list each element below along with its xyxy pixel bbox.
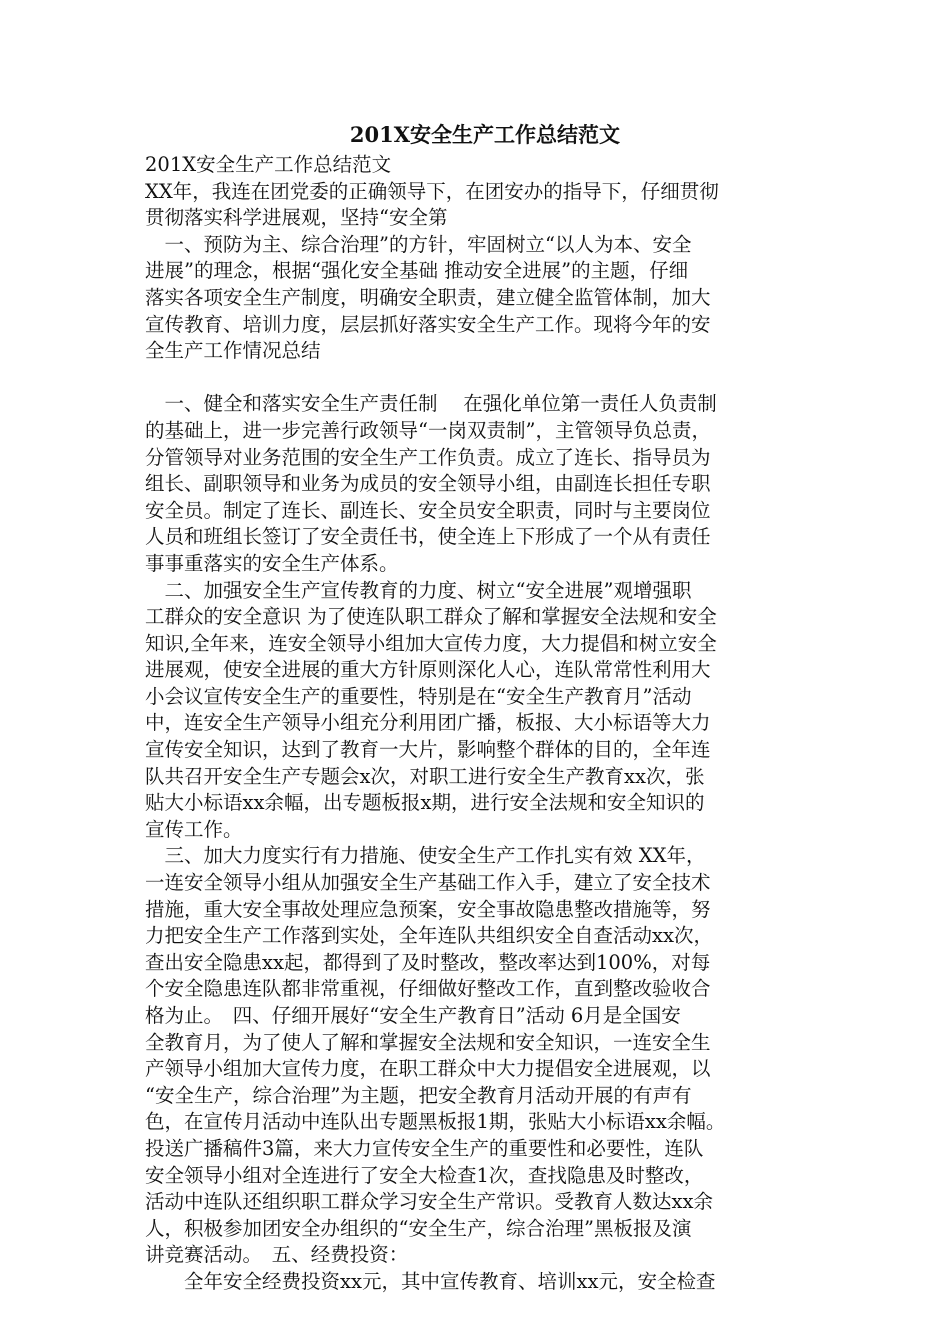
text-line: 知识,全年来，连安全领导小组加大宣传力度，大力提倡和树立安全 — [145, 631, 717, 655]
text-line: 落实各项安全生产制度，明确安全职责，建立健全监管体制，加大 — [145, 285, 711, 309]
text-line: 宣传工作。 — [145, 817, 243, 841]
text-line: 全生产工作情况总结 — [145, 339, 321, 363]
blank-line — [145, 365, 805, 392]
text-line: 一、预防为主、综合治理”的方针，牢固树立“以人为本、安全 — [145, 232, 692, 256]
text-line: 组长、副职领导和业务为成员的安全领导小组，由副连长担任专职 — [145, 472, 711, 496]
text-line: 宣传教育、培训力度，层层抓好落实安全生产工作。现将今年的安 — [145, 312, 711, 336]
text-line: XX年，我连在团党委的正确领导下，在团安办的指导下，仔细贯彻 — [145, 179, 719, 203]
text-line: 进展观，使安全进展的重大方针原则深化人心，连队常常性利用大 — [145, 658, 711, 682]
text-line: 讲竞赛活动。 五、经费投资： — [145, 1243, 409, 1267]
text-line: 小会议宣传安全生产的重要性，特别是在“安全生产教育月”活动 — [145, 684, 692, 708]
text-line: 安全员。制定了连长、副连长、安全员安全职责，同时与主要岗位 — [145, 498, 711, 522]
text-line: 的基础上，进一步完善行政领导“一岗双责制”，主管领导负总责， — [145, 418, 711, 442]
document-title: 201X安全生产工作总结范文 — [349, 122, 621, 147]
text-line: “安全生产，综合治理”为主题，把安全教育月活动开展的有声有 — [145, 1083, 692, 1107]
text-line: 事事重落实的安全生产体系。 — [145, 551, 399, 575]
text-line: 投送广播稿件3篇，来大力宣传安全生产的重要性和必要性，连队 — [145, 1136, 704, 1160]
text-line: 201X安全生产工作总结范文 — [145, 153, 392, 176]
text-line: 全教育月，为了使人了解和掌握安全法规和安全知识，一连安全生 — [145, 1030, 711, 1054]
text-line: 力把安全生产工作落到实处，全年连队共组织安全自查活动xx次， — [145, 924, 713, 948]
document-body — [145, 152, 805, 1296]
text-line: 进展”的理念，根据“强化安全基础 推动安全进展”的主题，仔细 — [145, 259, 689, 283]
text-line: 贴大小标语xx余幅，出专题板报x期，进行安全法规和安全知识的 — [145, 791, 705, 815]
text-line: 个安全隐患连队都非常重视，仔细做好整改工作，直到整改验收合 — [145, 977, 711, 1001]
text-line: 分管领导对业务范围的安全生产工作负责。成立了连长、指导员为 — [145, 445, 711, 469]
text-line: 二、加强安全生产宣传教育的力度、树立“安全进展”观增强职 — [145, 578, 692, 602]
text-line: 宣传安全知识，达到了教育一大片，影响整个群体的目的，全年连 — [145, 738, 711, 762]
text-line: 中，连安全生产领导小组充分利用团广播，板报、大小标语等大力 — [145, 711, 711, 735]
text-line: 贯彻落实科学进展观，坚持“安全第 — [145, 206, 448, 230]
text-line: 人，积极参加团安全办组织的“安全生产，综合治理”黑板报及演 — [145, 1216, 692, 1240]
text-line: 全年安全经费投资xx元，其中宣传教育、培训xx元，安全检查 — [145, 1269, 716, 1293]
text-line: 队共召开安全生产专题会x次，对职工进行安全生产教育xx次，张 — [145, 764, 705, 788]
text-line: 查出安全隐患xx起，都得到了及时整改，整改率达到100%，对每 — [145, 950, 711, 974]
text-line: 活动中连队还组织职工群众学习安全生产常识。受教育人数达xx余 — [145, 1190, 713, 1214]
text-line: 格为止。 四、仔细开展好“安全生产教育日”活动 6月是全国安 — [145, 1004, 681, 1027]
text-line: 一、健全和落实安全生产责任制 在强化单位第一责任人负责制 — [145, 392, 717, 416]
text-line: 人员和班组长签订了安全责任书，使全连上下形成了一个从有责任 — [145, 525, 711, 549]
text-line: 安全领导小组对全连进行了安全大检查1次，查找隐患及时整改， — [145, 1163, 704, 1187]
text-line: 一连安全领导小组从加强安全生产基础工作入手，建立了安全技术 — [145, 871, 711, 895]
document-page — [145, 120, 805, 1296]
text-line: 三、加大力度实行有力措施、使安全生产工作扎实有效 XX年， — [145, 844, 706, 868]
text-line: 色，在宣传月活动中连队出专题黑板报1期，张贴大小标语xx余幅。 — [145, 1110, 726, 1134]
text-line: 产领导小组加大宣传力度，在职工群众中大力提倡安全进展观，以 — [145, 1057, 711, 1081]
text-line: 工群众的安全意识 为了使连队职工群众了解和掌握安全法规和安全 — [145, 605, 717, 629]
text-line: 措施，重大安全事故处理应急预案，安全事故隐患整改措施等，努 — [145, 897, 711, 921]
